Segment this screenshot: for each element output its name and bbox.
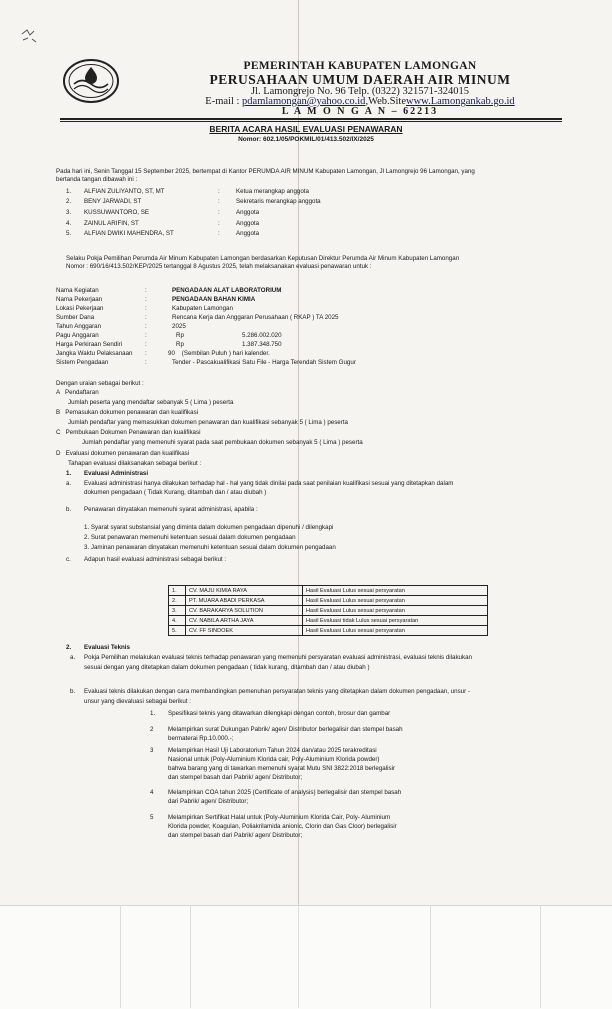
info-value: 1.387.348.750: [242, 341, 282, 348]
info-colon: :: [145, 296, 147, 303]
info-colon: :: [145, 287, 147, 294]
info-currency: Rp: [176, 341, 184, 348]
result-no: 2.: [169, 596, 186, 606]
info-colon: :: [145, 332, 147, 339]
admin-b-item-3: 3. Jaminan penawaran dinyatakan memenuhi ketentuan sesuai dalam dokumen pengadaan: [84, 544, 336, 551]
teknis-item-line: Melampirkan Sertifikat Halal untuk (Poly-Aluminium Klorida Cair, Poly- Aluminium: [168, 814, 391, 821]
result-company: CV. NABILA ARTHA JAYA: [186, 616, 303, 626]
intro-line-1: Pada hari ini, Senin Tanggal 15 September 2025, bertempat di Kantor PERUMDA AIR MINUM Kabupaten Lamongan, Jl Lamongrejo 96 Lamongan, yang: [56, 168, 475, 175]
result-no: 1.: [169, 586, 186, 596]
table-row: [169, 586, 488, 596]
info-label: Sistem Pengadaan: [56, 359, 109, 366]
admin-results-table: [168, 585, 488, 636]
pokja-line-1: Selaku Pokja Pemilihan Perumda Air Minum Kabupaten Lamongan berdasarkan Keputusan Direktur Perumda Air Minum Kabupaten Lamongan: [66, 255, 460, 262]
member-name: ZAINUL ARIFIN, ST: [84, 220, 139, 227]
intro-line-2: bertanda tangan dibawah ini :: [56, 176, 138, 183]
admin-a-marker: a.: [66, 480, 72, 487]
member-name: KUSSUWANTORO, SE: [84, 209, 149, 216]
member-colon: :: [218, 198, 220, 205]
teknis-item-line: dan stempel basah dari Pabrik/ agen/ Distributor;: [168, 774, 303, 781]
company-logo: [62, 58, 120, 104]
info-value: Rencana Kerja dan Anggaran Perusahaan ( RKAP ) TA 2025: [172, 314, 339, 321]
admin-b-marker: b.: [66, 506, 72, 513]
section-c-heading: C Pembukaan Dokumen Penawaran dan kualifikasi: [56, 429, 201, 436]
info-value: 2025: [172, 323, 186, 330]
member-no: 2.: [66, 198, 72, 205]
teknis-item-line: Melampirkan Hasil Uji Laboratorium Tahun 2024 dan/atau 2025 terakreditasi: [168, 747, 377, 754]
info-colon: :: [145, 305, 147, 312]
teknis-item-no: 5: [150, 814, 154, 821]
teknis-item-line: bahwa barang yang di tawarkan memenuhi syarat Mutu SNI 3822:2018 berlegalisir: [168, 765, 396, 772]
info-currency: Rp: [176, 332, 184, 339]
teknis-b-line-1: Evaluasi teknis dilakukan dengan cara membandingkan pemenuhan persyaratan teknis yang ditetapkan dalam dokumen pengadaan, unsur -: [84, 688, 470, 695]
member-no: 1.: [66, 188, 72, 195]
member-no: 3.: [66, 209, 72, 216]
section-d-text: Tahapan evaluasi dilaksanakan sebagai berikut :: [68, 460, 202, 467]
result-status: Hasil Evaluasi Lulus sesuai persyaratan: [303, 626, 488, 636]
info-colon: :: [145, 314, 147, 321]
member-colon: :: [218, 188, 220, 195]
info-label: Sumber Dana: [56, 314, 95, 321]
info-label: Pagu Anggaran: [56, 332, 99, 339]
admin-b-text: Penawaran dinyatakan memenuhi syarat administrasi, apabila :: [84, 506, 258, 513]
member-role: Sekretaris merangkap anggota: [236, 198, 321, 205]
info-colon: :: [145, 323, 147, 330]
info-value: PENGADAAN BAHAN KIMIA: [172, 296, 256, 303]
info-value: Tender - Pascakualifikasi Satu File - Harga Terendah Sistem Gugur: [172, 359, 356, 366]
info-label: Nama Pekerjaan: [56, 296, 103, 303]
table-row: [169, 616, 488, 626]
teknis-item-no: 4: [150, 789, 154, 796]
info-label: Harga Perkiraan Sendiri: [56, 341, 123, 348]
member-role: Anggota: [236, 220, 260, 227]
member-role: Anggota: [236, 209, 260, 216]
info-label: Nama Kegiatan: [56, 287, 99, 294]
result-company: CV. FF SINDOEK: [186, 626, 303, 636]
header-divider-thin: [60, 121, 562, 122]
admin-c-text: Adapun hasil evaluasi administrasi sebagai berikut :: [84, 556, 227, 563]
member-colon: :: [218, 230, 220, 237]
result-status: Hasil Evaluasi tidak Lulus sesuai persyaratan: [303, 616, 488, 626]
page-bottom-margin: [0, 905, 612, 1009]
section-b-text: Jumlah pendaftar yang memasukkan dokumen penawaran dan kualifikasi sebanyak 5 ( Lima ) peserta: [68, 419, 348, 426]
info-label: Lokasi Pekerjaan: [56, 305, 104, 312]
member-colon: :: [218, 209, 220, 216]
admin-a-line-2: dokumen pengadaan ( Tidak Kurang, ditambah dan / atau diubah ): [84, 489, 267, 496]
table-row: [169, 596, 488, 606]
teknis-item-line: Melampirkan COA tahun 2025 (Certificate of analysis) berlegalisir dan stempel basah: [168, 789, 402, 796]
scan-stripe: [298, 905, 299, 1008]
result-status: Hasil Evaluasi Lulus sesuai persyaratan: [303, 586, 488, 596]
result-status: Hasil Evaluasi Lulus sesuai persyaratan: [303, 606, 488, 616]
scan-stripe: [190, 905, 191, 1008]
header-city: L A M O N G A N – 62213: [281, 106, 439, 117]
admin-heading: Evaluasi Administrasi: [84, 470, 149, 477]
teknis-item-line: bermaterai Rp.10.000.-;: [168, 735, 234, 742]
table-row: [169, 606, 488, 616]
result-company: PT. MUARA ABADI PERKASA: [186, 596, 303, 606]
scan-stripe: [540, 905, 541, 1008]
document-title: BERITA ACARA HASIL EVALUASI PENAWARAN: [209, 124, 403, 134]
section-d-heading: D Evaluasi dokumen penawaran dan kualifikasi: [56, 450, 190, 457]
member-role: Anggota: [236, 230, 260, 237]
result-no: 4.: [169, 616, 186, 626]
member-no: 5.: [66, 230, 72, 237]
info-value: Kabupaten Lamongan: [172, 305, 233, 312]
info-value: PENGADAAN ALAT LABORATORIUM: [172, 287, 282, 294]
pokja-line-2: Nomor : 690/16/413.502/KEP/2025 tertanggal 8 Agustus 2025, telah melaksanakan evaluasi penawaran untuk :: [66, 263, 372, 270]
table-row: [169, 626, 488, 636]
header-company: PERUSAHAAN UMUM DAERAH AIR MINUM: [209, 72, 511, 87]
section-a-heading: A Pendaftaran: [56, 389, 99, 396]
admin-number: 1.: [66, 470, 72, 477]
website-label: ,Web.Site: [365, 96, 407, 107]
teknis-a-line-2: sesuai dengan yang ditetapkan dalam dokumen pengadaan ( tidak kurang, ditambah dan / atau diubah ): [84, 664, 370, 671]
document-number: Nomor: 602.1/05/POKMIL/01/413.502/IX/2025: [238, 136, 374, 143]
teknis-item-line: Klorida powder, Koagulan, Poliakrilamida anionic, Clorin dan Gas Cloor) berlegalisir: [168, 823, 397, 830]
result-no: 3.: [169, 606, 186, 616]
admin-a-line-1: Evaluasi administrasi hanya dilakukan terhadap hal - hal yang tidak dinilai pada saat penilaian kualifikasi sesuai yang ditetapkan dalam: [84, 480, 454, 487]
info-label: Jangka Waktu Pelaksanaan: [56, 350, 133, 357]
admin-b-item-1: 1. Syarat syarat substansial yang diminta dalam dokumen pengadaan dipenuhi / dilengkapi: [84, 524, 334, 531]
uraian-intro: Dengan uraian sebagai berikut :: [56, 380, 144, 387]
teknis-item-line: Spesifikasi teknis yang ditawarkan dilengkapi dengan contoh, brosur dan gambar: [168, 710, 391, 717]
teknis-item-line: Melampirkan surat Dukungan Pabrik/ agen/ Distributor berlegalisir dan stempel basah: [168, 726, 403, 733]
teknis-item-line: dari Pabrik/ agen/ Distributor;: [168, 798, 249, 805]
result-no: 5.: [169, 626, 186, 636]
member-name: BENY JARWADI, ST: [84, 198, 142, 205]
info-colon: :: [145, 341, 147, 348]
header-government: PEMERINTAH KABUPATEN LAMONGAN: [243, 60, 477, 72]
teknis-item-no: 2: [150, 726, 154, 733]
teknis-item-no: 3: [150, 747, 154, 754]
email-label: E-mail :: [205, 96, 243, 107]
paper-fold-line: [298, 0, 299, 1008]
teknis-a-marker: a.: [70, 654, 76, 661]
teknis-number: 2.: [66, 644, 72, 651]
teknis-b-marker: b.: [70, 688, 76, 695]
section-c-text: Jumlah pendaftar yang memenuhi syarat pada saat pembukaan dokumen sebanyak 5 ( Lima ) peserta: [82, 439, 363, 446]
teknis-heading: Evaluasi Teknis: [84, 644, 130, 651]
info-label: Tahun Anggaran: [56, 323, 102, 330]
section-a-text: Jumlah peserta yang mendaftar sebanyak 5 ( Lima ) peserta: [68, 399, 234, 406]
info-colon: :: [145, 359, 147, 366]
info-value: 5.286.002.020: [242, 332, 282, 339]
admin-b-item-2: 2. Surat penawaran memenuhi ketentuan sesuai dalam dokumen pengadaan: [84, 534, 296, 541]
admin-c-marker: c.: [66, 556, 71, 563]
member-role: Ketua merangkap anggota: [236, 188, 309, 195]
scan-stripe: [120, 905, 121, 1008]
result-company: CV. MAJU KIMIA RAYA: [186, 586, 303, 596]
info-colon: :: [145, 350, 147, 357]
teknis-item-line: Nasional untuk (Poly-Aluminium Klorida cair, Poly-Aluminium Klorida powder): [168, 756, 380, 763]
result-company: CV. BARAKARYA SOLUTION: [186, 606, 303, 616]
member-colon: :: [218, 220, 220, 227]
member-name: ALFIAN ZULIYANTO, ST, MT: [84, 188, 165, 195]
teknis-item-line: dan stempel basah dari Pabrik/ agen/ Distributor;: [168, 832, 303, 839]
info-value: 90 (Sembilan Puluh ) hari kalender.: [168, 350, 270, 357]
header-divider: [60, 118, 562, 120]
pen-scribble-mark: [18, 26, 58, 50]
teknis-b-line-2: unsur yang dievaluasi sebagai berikut :: [84, 698, 191, 705]
section-b-heading: B Pemasukan dokumen penawaran dan kualifikasi: [56, 409, 199, 416]
member-no: 4.: [66, 220, 72, 227]
result-status: Hasil Evaluasi Lulus sesuai persyaratan: [303, 596, 488, 606]
website-link[interactable]: www.Lamongankab.go.id: [406, 96, 515, 107]
header-address: Jl. Lamongrejo No. 96 Telp. (0322) 321571-324015: [250, 86, 470, 97]
teknis-item-no: 1.: [150, 710, 156, 717]
email-link[interactable]: pdamlamongan@yahoo.co.id: [242, 96, 366, 107]
scan-stripe: [430, 905, 431, 1008]
member-name: ALFIAN DWIKI MAHENDRA, ST: [84, 230, 174, 237]
teknis-a-line-1: Pokja Pemilihan melakukan evaluasi teknis terhadap penawaran yang memenuhi persyaratan evaluasi administrasi, evaluasi teknis dilakukan: [84, 654, 472, 661]
